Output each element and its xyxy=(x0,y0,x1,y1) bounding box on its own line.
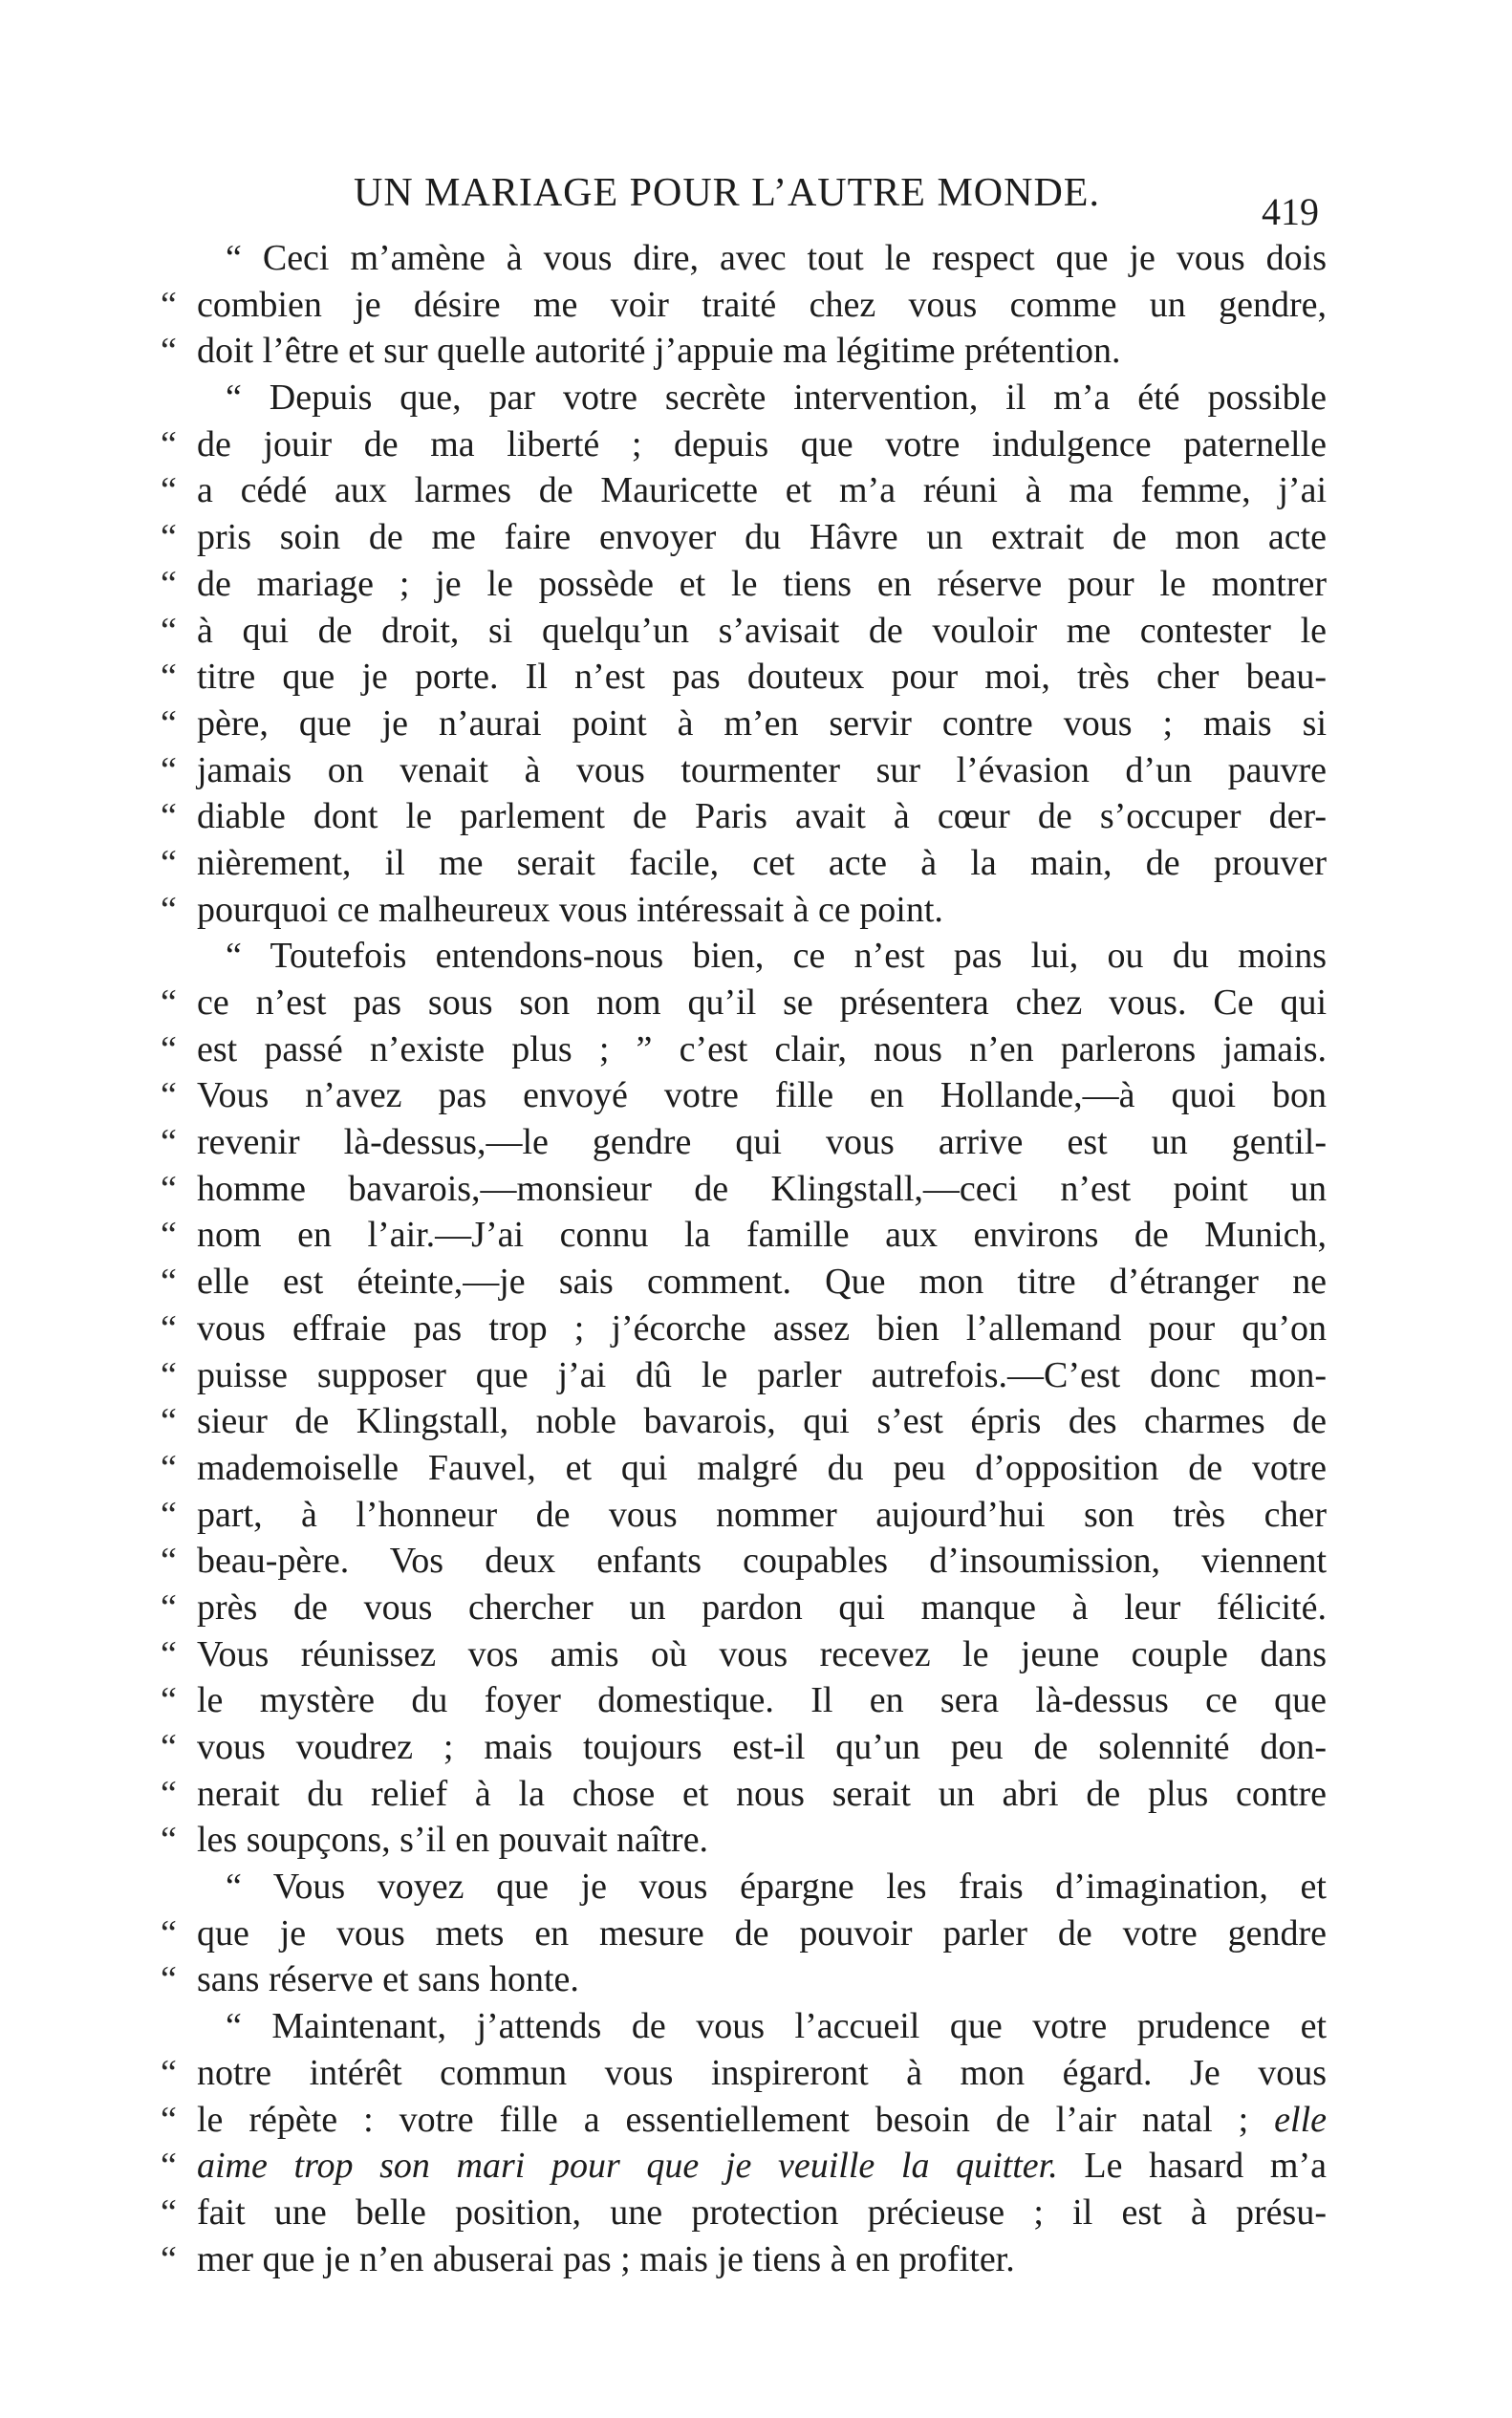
line-text xyxy=(197,2143,1327,2190)
line-text-main: est passé n’existe plus ; ” c’est clair, nous n’en parlerons jamais. xyxy=(197,1028,1327,1069)
line-text xyxy=(197,1771,1327,1818)
line-text-main: pris soin de me faire envoyer du Hâvre un extrait de mon acte xyxy=(197,517,1327,558)
text-line xyxy=(153,840,1327,887)
line-text-main: Vous n’avez pas envoyé votre fille en Hollande,—à quoi bon xyxy=(197,1075,1327,1116)
text-line xyxy=(153,1911,1327,1957)
continuation-quote-mark: “ xyxy=(161,517,177,558)
text-line xyxy=(153,1306,1327,1352)
line-text-main: titre que je porte. Il n’est pas douteux pour moi, très cher beau- xyxy=(197,657,1327,698)
line-text xyxy=(197,514,1327,561)
line-text-main: sans réserve et sans honte. xyxy=(197,1959,579,2000)
line-text xyxy=(197,1306,1327,1352)
text-line xyxy=(153,375,1327,421)
line-text-main: que je vous mets en mesure de pouvoir parler de votre gendre xyxy=(197,1912,1327,1954)
line-text xyxy=(197,235,1327,282)
line-text-main: “ Ceci m’amène à vous dire, avec tout le respect que je vous dois xyxy=(226,238,1327,278)
continuation-quote-mark: “ xyxy=(161,470,177,511)
text-line xyxy=(153,1585,1327,1631)
line-text-main: “ Toutefois entendons-nous bien, ce n’est pas lui, ou du moins xyxy=(226,936,1327,977)
line-text xyxy=(197,1911,1327,1957)
line-text xyxy=(197,747,1327,794)
text-line xyxy=(153,701,1327,747)
line-text xyxy=(197,1677,1327,1724)
continuation-quote-mark: “ xyxy=(161,2099,177,2140)
line-text xyxy=(197,1259,1327,1306)
line-text-main: mademoiselle Fauvel, et qui malgré du peu d’opposition de votre xyxy=(197,1447,1327,1488)
continuation-quote-mark: “ xyxy=(161,1401,177,1442)
line-text-main: “ Depuis que, par votre secrète intervention, il m’a été possible xyxy=(226,378,1327,419)
line-text-tail: Le hasard m’a xyxy=(1057,2146,1327,2187)
line-text xyxy=(197,467,1327,514)
text-line xyxy=(153,1864,1327,1911)
text-line xyxy=(153,1119,1327,1166)
line-text xyxy=(197,1538,1327,1585)
continuation-quote-mark: “ xyxy=(161,982,177,1023)
continuation-quote-mark: “ xyxy=(161,1075,177,1116)
text-line xyxy=(153,1398,1327,1445)
line-text xyxy=(197,328,1327,375)
continuation-quote-mark: “ xyxy=(161,1541,177,1582)
line-text xyxy=(197,282,1327,329)
line-text xyxy=(197,1956,1327,2003)
continuation-quote-mark: “ xyxy=(161,2238,177,2279)
continuation-quote-mark: “ xyxy=(161,2191,177,2233)
line-text xyxy=(197,1212,1327,1259)
line-text-main: à qui de droit, si quelqu’un s’avisait de vouloir me contester le xyxy=(197,610,1327,651)
continuation-quote-mark: “ xyxy=(161,1354,177,1395)
continuation-quote-mark: “ xyxy=(161,331,177,372)
line-text-main: fait une belle position, une protection précieuse ; il est à présu- xyxy=(197,2191,1327,2233)
continuation-quote-mark: “ xyxy=(161,1820,177,1861)
line-text xyxy=(197,980,1327,1026)
text-line xyxy=(153,1212,1327,1259)
continuation-quote-mark: “ xyxy=(161,657,177,698)
line-text-main: de jouir de ma liberté ; depuis que votre indulgence paternelle xyxy=(197,423,1327,464)
line-text-main: puisse supposer que j’ai dû le parler autrefois.—C’est donc mon- xyxy=(197,1354,1327,1395)
text-line xyxy=(153,1817,1319,1864)
line-text-main: nerait du relief à la chose et nous serait un abri de plus contre xyxy=(197,1773,1327,1814)
text-line xyxy=(153,654,1327,701)
continuation-quote-mark: “ xyxy=(161,1494,177,1535)
line-text-main: le mystère du foyer domestique. Il en sera là-dessus ce que xyxy=(197,1680,1327,1721)
line-text xyxy=(197,793,1327,840)
continuation-quote-mark: “ xyxy=(161,1680,177,1721)
text-line xyxy=(153,1956,1319,2003)
line-text-main: notre intérêt commun vous inspireront à mon égard. Je vous xyxy=(197,2052,1327,2093)
line-text xyxy=(197,2236,1327,2283)
text-line xyxy=(153,561,1327,608)
line-text xyxy=(197,1585,1327,1631)
line-text-main: sieur de Klingstall, noble bavarois, qui s’est épris des charmes de xyxy=(197,1401,1327,1442)
continuation-quote-mark: “ xyxy=(161,1633,177,1674)
line-text-main: doit l’être et sur quelle autorité j’appuie ma légitime prétention. xyxy=(197,331,1121,372)
text-line xyxy=(153,608,1327,655)
continuation-quote-mark: “ xyxy=(161,1773,177,1814)
line-text-main: revenir là-dessus,—le gendre qui vous arrive est un gentil- xyxy=(197,1122,1327,1163)
continuation-quote-mark: “ xyxy=(161,563,177,604)
text-line xyxy=(153,2097,1327,2144)
line-text-main: de mariage ; je le possède et le tiens en réserve pour le montrer xyxy=(197,563,1327,604)
line-text-main: a cédé aux larmes de Mauricette et m’a réuni à ma femme, j’ai xyxy=(197,470,1327,511)
continuation-quote-mark: “ xyxy=(161,1122,177,1163)
page-number: 419 xyxy=(1262,190,1319,233)
line-text xyxy=(197,1445,1327,1492)
line-text xyxy=(197,1864,1327,1911)
continuation-quote-mark: “ xyxy=(161,1912,177,1954)
line-text-main: ce n’est pas sous son nom qu’il se présentera chez vous. Ce qui xyxy=(197,982,1327,1023)
line-text xyxy=(197,2097,1327,2144)
line-text-main: beau-père. Vos deux enfants coupables d’insoumission, viennent xyxy=(197,1541,1327,1582)
text-line xyxy=(153,421,1327,468)
line-text xyxy=(197,1119,1327,1166)
text-line xyxy=(153,1771,1327,1818)
line-text-main: part, à l’honneur de vous nommer aujourd’hui son très cher xyxy=(197,1494,1327,1535)
continuation-quote-mark: “ xyxy=(161,1307,177,1349)
line-text xyxy=(197,1631,1327,1678)
text-line xyxy=(153,1492,1327,1539)
line-text xyxy=(197,375,1327,421)
text-line xyxy=(153,1538,1327,1585)
line-text-main: homme bavarois,—monsieur de Klingstall,—ceci n’est point un xyxy=(197,1168,1327,1209)
line-text xyxy=(197,2003,1327,2050)
line-text-main: “ Maintenant, j’attends de vous l’accueil que votre prudence et xyxy=(226,2006,1327,2047)
text-line xyxy=(153,980,1327,1026)
text-line xyxy=(153,514,1327,561)
line-text-main: vous voudrez ; mais toujours est-il qu’un peu de solennité don- xyxy=(197,1727,1327,1767)
running-header: UN MARIAGE POUR L’AUTRE MONDE. xyxy=(354,171,1100,215)
text-line xyxy=(153,793,1327,840)
line-text-main: près de vous chercher un pardon qui manque à leur félicité. xyxy=(197,1587,1327,1628)
line-text xyxy=(197,1492,1327,1539)
line-text xyxy=(197,1352,1327,1399)
page-body xyxy=(153,235,1327,2282)
line-text xyxy=(197,654,1327,701)
line-text xyxy=(197,561,1327,608)
line-text-main: “ Vous voyez que je vous épargne les frais d’imagination, et xyxy=(226,1867,1327,1908)
text-line xyxy=(153,1677,1327,1724)
continuation-quote-mark: “ xyxy=(161,1727,177,1767)
continuation-quote-mark: “ xyxy=(161,423,177,464)
text-line xyxy=(153,2003,1327,2050)
line-text xyxy=(197,2050,1327,2097)
continuation-quote-mark: “ xyxy=(161,1959,177,2000)
line-text xyxy=(197,1398,1327,1445)
continuation-quote-mark: “ xyxy=(161,2146,177,2187)
line-text-main: mer que je n’en abuserai pas ; mais je tiens à en profiter. xyxy=(197,2238,1015,2279)
continuation-quote-mark: “ xyxy=(161,842,177,883)
text-line xyxy=(153,933,1327,980)
text-line xyxy=(153,1026,1327,1073)
line-text-main: Vous réunissez vos amis où vous recevez le jeune couple dans xyxy=(197,1633,1327,1674)
continuation-quote-mark: “ xyxy=(161,1028,177,1069)
line-text-main: pourquoi ce malheureux vous intéressait à ce point. xyxy=(197,889,943,930)
line-text-main: diable dont le parlement de Paris avait à cœur de s’occuper der- xyxy=(197,796,1327,837)
text-line xyxy=(153,2190,1327,2236)
continuation-quote-mark: “ xyxy=(161,889,177,930)
line-text xyxy=(197,933,1327,980)
text-line xyxy=(153,1259,1327,1306)
line-text xyxy=(197,1026,1327,1073)
continuation-quote-mark: “ xyxy=(161,610,177,651)
line-text xyxy=(197,1817,1327,1864)
continuation-quote-mark: “ xyxy=(161,749,177,790)
line-text-main: nièrement, il me serait facile, cet acte à la main, de prouver xyxy=(197,842,1327,883)
text-line xyxy=(153,1072,1327,1119)
text-line xyxy=(153,467,1327,514)
continuation-quote-mark: “ xyxy=(161,284,177,325)
text-line xyxy=(153,2050,1327,2097)
text-line xyxy=(153,1445,1327,1492)
continuation-quote-mark: “ xyxy=(161,702,177,744)
text-line xyxy=(153,887,1319,934)
continuation-quote-mark: “ xyxy=(161,1447,177,1488)
line-text xyxy=(197,608,1327,655)
line-text xyxy=(197,887,1327,934)
line-text-main: elle est éteinte,—je sais comment. Que mon titre d’étranger ne xyxy=(197,1262,1327,1303)
text-line xyxy=(153,1631,1327,1678)
text-line xyxy=(153,2143,1327,2190)
text-line xyxy=(153,235,1327,282)
line-text xyxy=(197,1724,1327,1771)
text-line xyxy=(153,2236,1319,2283)
line-text xyxy=(197,421,1327,468)
line-text-main: combien je désire me voir traité chez vous comme un gendre, xyxy=(197,284,1327,325)
line-text-main: les soupçons, s’il en pouvait naître. xyxy=(197,1820,709,1861)
line-text xyxy=(197,2190,1327,2236)
line-text-main: vous effraie pas trop ; j’écorche assez bien l’allemand pour qu’on xyxy=(197,1307,1327,1349)
continuation-quote-mark: “ xyxy=(161,2052,177,2093)
continuation-quote-mark: “ xyxy=(161,1262,177,1303)
line-text xyxy=(197,840,1327,887)
text-line xyxy=(153,1724,1327,1771)
line-text xyxy=(197,1072,1327,1119)
line-text-main: père, que je n’aurai point à m’en servir contre vous ; mais si xyxy=(197,702,1327,744)
line-text-main: nom en l’air.—J’ai connu la famille aux environs de Munich, xyxy=(197,1215,1327,1256)
italic-text: elle xyxy=(1274,2099,1327,2140)
continuation-quote-mark: “ xyxy=(161,1587,177,1628)
text-line xyxy=(153,747,1327,794)
continuation-quote-mark: “ xyxy=(161,796,177,837)
line-text xyxy=(197,701,1327,747)
line-text xyxy=(197,1166,1327,1213)
text-line xyxy=(153,282,1327,329)
text-line xyxy=(153,1166,1327,1213)
line-text-main: jamais on venait à vous tourmenter sur l’évasion d’un pauvre xyxy=(197,749,1327,790)
continuation-quote-mark: “ xyxy=(161,1215,177,1256)
text-line xyxy=(153,328,1319,375)
line-text-main: le répète : votre fille a essentiellement besoin de l’air natal ; xyxy=(197,2099,1275,2140)
italic-text: aime trop son mari pour que je veuille la quitter. xyxy=(197,2146,1058,2187)
continuation-quote-mark: “ xyxy=(161,1168,177,1209)
text-line xyxy=(153,1352,1327,1399)
